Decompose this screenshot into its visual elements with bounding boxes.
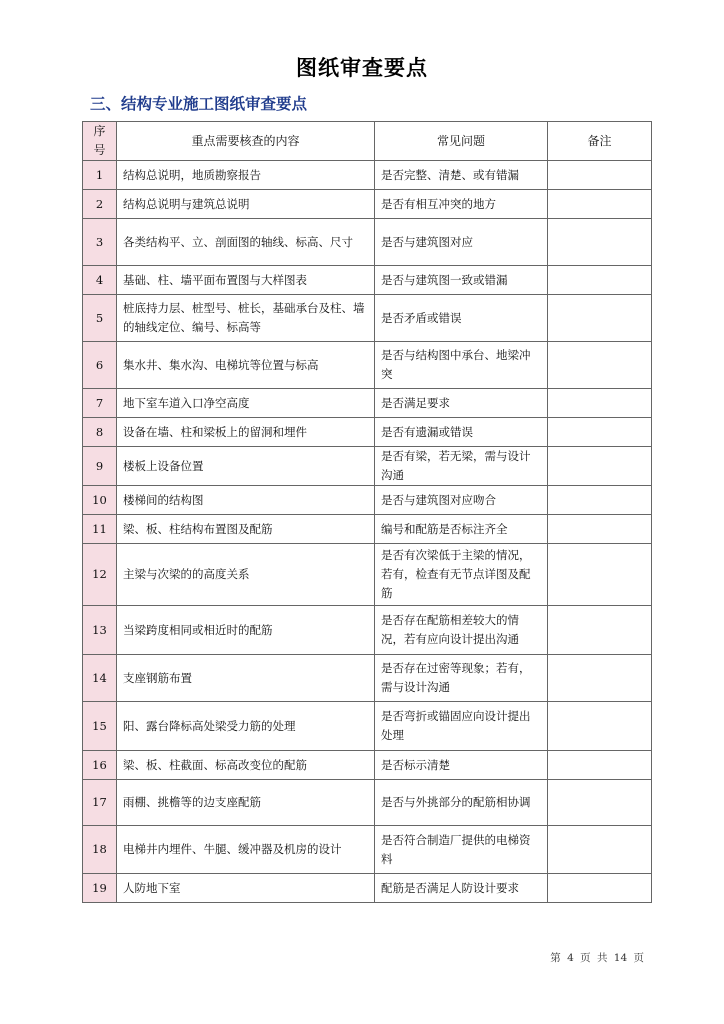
row-issue: 是否有相互冲突的地方 [375, 190, 548, 219]
row-issue: 配筋是否满足人防设计要求 [375, 874, 548, 903]
table-row [83, 295, 652, 342]
row-issue: 是否存在过密等现象；若有，需与设计沟通 [375, 655, 548, 702]
row-note [548, 544, 652, 606]
row-number: 8 [83, 418, 117, 447]
table-row [83, 161, 652, 190]
row-content: 楼梯间的结构图 [117, 486, 375, 515]
row-note [548, 389, 652, 418]
table-row [83, 266, 652, 295]
row-number: 14 [83, 655, 117, 702]
table-row [83, 418, 652, 447]
row-issue: 是否完整、清楚、或有错漏 [375, 161, 548, 190]
row-number: 12 [83, 544, 117, 606]
header-issue: 常见问题 [375, 122, 548, 161]
row-number: 9 [83, 447, 117, 486]
row-issue: 是否满足要求 [375, 389, 548, 418]
row-note [548, 826, 652, 874]
row-number: 18 [83, 826, 117, 874]
row-content: 阳、露台降标高处梁受力筋的处理 [117, 702, 375, 751]
row-number: 15 [83, 702, 117, 751]
row-number: 7 [83, 389, 117, 418]
row-number: 5 [83, 295, 117, 342]
row-number: 16 [83, 751, 117, 780]
row-content: 地下室车道入口净空高度 [117, 389, 375, 418]
table-header-row [83, 122, 652, 161]
row-note [548, 295, 652, 342]
row-content: 结构总说明，地质勘察报告 [117, 161, 375, 190]
row-content: 雨棚、挑檐等的边支座配筋 [117, 780, 375, 826]
row-note [548, 190, 652, 219]
row-note [548, 702, 652, 751]
row-number: 11 [83, 515, 117, 544]
table-row [83, 447, 652, 486]
row-content: 电梯井内埋件、牛腿、缓冲器及机房的设计 [117, 826, 375, 874]
row-note [548, 780, 652, 826]
row-issue: 是否与建筑图对应 [375, 219, 548, 266]
table-row [83, 780, 652, 826]
table-row [83, 874, 652, 903]
section-heading: 三、结构专业施工图纸审查要点 [90, 95, 308, 113]
row-note [548, 342, 652, 389]
table-row [83, 826, 652, 874]
row-note [548, 606, 652, 655]
header-no: 序号 [83, 122, 117, 161]
row-number: 3 [83, 219, 117, 266]
table-body [83, 161, 652, 903]
row-number: 13 [83, 606, 117, 655]
table-row [83, 219, 652, 266]
row-content: 楼板上设备位置 [117, 447, 375, 486]
row-number: 19 [83, 874, 117, 903]
row-issue: 编号和配筋是否标注齐全 [375, 515, 548, 544]
row-number: 2 [83, 190, 117, 219]
table-row [83, 389, 652, 418]
row-number: 1 [83, 161, 117, 190]
row-issue: 是否与外挑部分的配筋相协调 [375, 780, 548, 826]
row-issue: 是否与结构图中承台、地梁冲突 [375, 342, 548, 389]
row-issue: 是否与建筑图一致或错漏 [375, 266, 548, 295]
row-number: 6 [83, 342, 117, 389]
table-row [83, 655, 652, 702]
table-row [83, 702, 652, 751]
row-note [548, 874, 652, 903]
row-content: 基础、柱、墙平面布置图与大样图表 [117, 266, 375, 295]
row-issue: 是否矛盾或错误 [375, 295, 548, 342]
row-content: 支座钢筋布置 [117, 655, 375, 702]
table-row [83, 342, 652, 389]
row-note [548, 161, 652, 190]
row-issue: 是否弯折或锚固应向设计提出处理 [375, 702, 548, 751]
row-content: 集水井、集水沟、电梯坑等位置与标高 [117, 342, 375, 389]
row-content: 梁、板、柱结构布置图及配筋 [117, 515, 375, 544]
row-issue: 是否有梁，若无梁，需与设计沟通 [375, 447, 548, 486]
row-content: 主梁与次梁的的高度关系 [117, 544, 375, 606]
row-number: 10 [83, 486, 117, 515]
row-note [548, 447, 652, 486]
header-content: 重点需要核查的内容 [117, 122, 375, 161]
row-note [548, 655, 652, 702]
table-row [83, 486, 652, 515]
row-number: 17 [83, 780, 117, 826]
table-row [83, 751, 652, 780]
row-content: 设备在墙、柱和梁板上的留洞和埋件 [117, 418, 375, 447]
table-row [83, 544, 652, 606]
page-title: 图纸审查要点 [296, 56, 428, 80]
row-content: 桩底持力层、桩型号、桩长，基础承台及柱、墙的轴线定位、编号、标高等 [117, 295, 375, 342]
row-issue: 是否存在配筋相差较大的情况，若有应向设计提出沟通 [375, 606, 548, 655]
row-content: 人防地下室 [117, 874, 375, 903]
row-issue: 是否与建筑图对应吻合 [375, 486, 548, 515]
row-issue: 是否有遗漏或错误 [375, 418, 548, 447]
row-note [548, 751, 652, 780]
row-issue: 是否有次梁低于主梁的情况，若有，检查有无节点详图及配筋 [375, 544, 548, 606]
table-row [83, 606, 652, 655]
header-note: 备注 [548, 122, 652, 161]
row-content: 当梁跨度相同或相近时的配筋 [117, 606, 375, 655]
page-footer: 第 4 页 共 14 页 [550, 952, 644, 964]
row-content: 各类结构平、立、剖面图的轴线、标高、尺寸 [117, 219, 375, 266]
table-row [83, 190, 652, 219]
row-content: 结构总说明与建筑总说明 [117, 190, 375, 219]
table-row [83, 515, 652, 544]
row-issue: 是否标示清楚 [375, 751, 548, 780]
row-note [548, 418, 652, 447]
row-note [548, 266, 652, 295]
row-note [548, 486, 652, 515]
row-issue: 是否符合制造厂提供的电梯资料 [375, 826, 548, 874]
row-note [548, 219, 652, 266]
row-number: 4 [83, 266, 117, 295]
row-content: 梁、板、柱截面、标高改变位的配筋 [117, 751, 375, 780]
review-table [82, 121, 652, 903]
row-note [548, 515, 652, 544]
